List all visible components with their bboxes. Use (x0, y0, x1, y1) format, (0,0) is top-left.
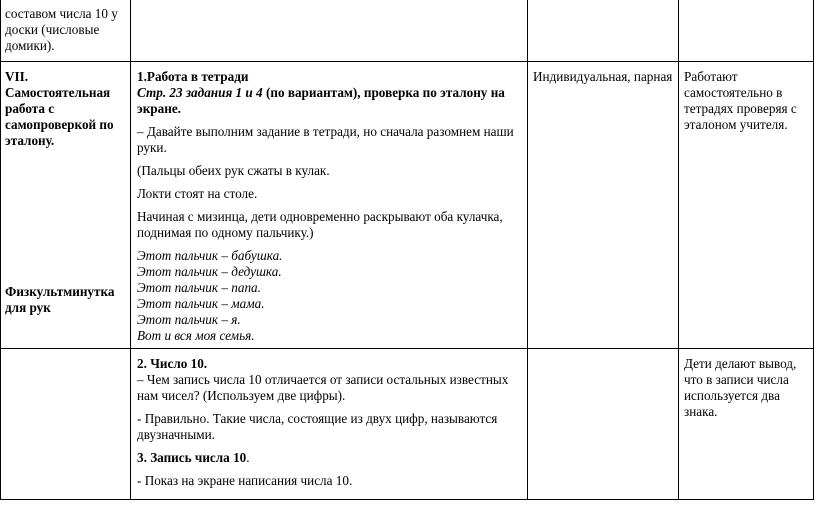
poem-line: Этот пальчик – я. (137, 312, 241, 327)
cell-r3-c4 (684, 356, 810, 420)
work-form: Индивидуальная, парная (533, 69, 673, 84)
table-border-col3 (527, 0, 528, 500)
cell-r2-c1-sub (5, 284, 127, 316)
row-divider-1 (0, 61, 814, 62)
cell-r2-c3 (533, 69, 679, 85)
table-border-left (0, 0, 1, 500)
student-activity: Дети делают вывод, что в записи числа используется два знака. (684, 356, 797, 419)
table-border-col2 (130, 0, 131, 500)
cell-r2-c2 (137, 69, 522, 344)
stage-subtitle: Физкультминутка для рук (5, 284, 115, 315)
paragraph: Локти стоят на столе. (137, 186, 258, 201)
section-heading: 2. Число 10. (137, 356, 208, 371)
poem-line: Этот пальчик – мама. (137, 296, 265, 311)
poem-line: Этот пальчик – папа. (137, 280, 261, 295)
cell-r3-c2 (137, 356, 522, 489)
student-activity: Работают самостоятельно в тетрадях проверяя с эталоном учителя. (684, 69, 797, 132)
task-italic: Стр. 23 задания 1 и 4 (137, 85, 263, 100)
poem-line: Этот пальчик – дедушка. (137, 264, 282, 279)
cell-r2-c4 (684, 69, 810, 133)
finger-poem (137, 248, 522, 344)
paragraph: – Давайте выполним задание в тетради, но сначала разомнем наши руки. (137, 124, 514, 155)
paragraph: - Показ на экране написания числа 10. (137, 473, 353, 488)
paragraph: – Чем запись числа 10 отличается от записи остальных известных нам чисел? (Используем две цифры). (137, 372, 509, 403)
paragraph: Начиная с мизинца, дети одновременно раскрывают оба кулачка, поднимая по одному пальчику.) (137, 209, 503, 240)
cell-r1-c1 (5, 6, 127, 54)
heading-dot: . (246, 450, 250, 465)
continuation-text: составом числа 10 у доски (числовые домики). (5, 6, 118, 53)
paragraph: (Пальцы обеих рук сжаты в кулак. (137, 163, 330, 178)
table-border-right (813, 0, 814, 500)
poem-line: Вот и вся моя семья. (137, 328, 255, 343)
poem-line: Этот пальчик – бабушка. (137, 248, 283, 263)
heading-text: 3. Запись числа 10 (137, 450, 247, 465)
paragraph: - Правильно. Такие числа, состоящие из двух цифр, называются двузначными. (137, 411, 498, 442)
cell-r2-c1 (5, 69, 127, 149)
stage-title: VII. Самостоятельная работа с самопроверкой по эталону. (5, 69, 114, 148)
table-border-bottom (0, 499, 814, 500)
section-heading (137, 450, 522, 466)
section-heading: 1.Работа в тетради (137, 69, 249, 84)
row-divider-2 (0, 348, 814, 349)
task-line (137, 85, 522, 117)
task-rest: (по вариантам), проверка по эталону на экране. (137, 85, 505, 116)
